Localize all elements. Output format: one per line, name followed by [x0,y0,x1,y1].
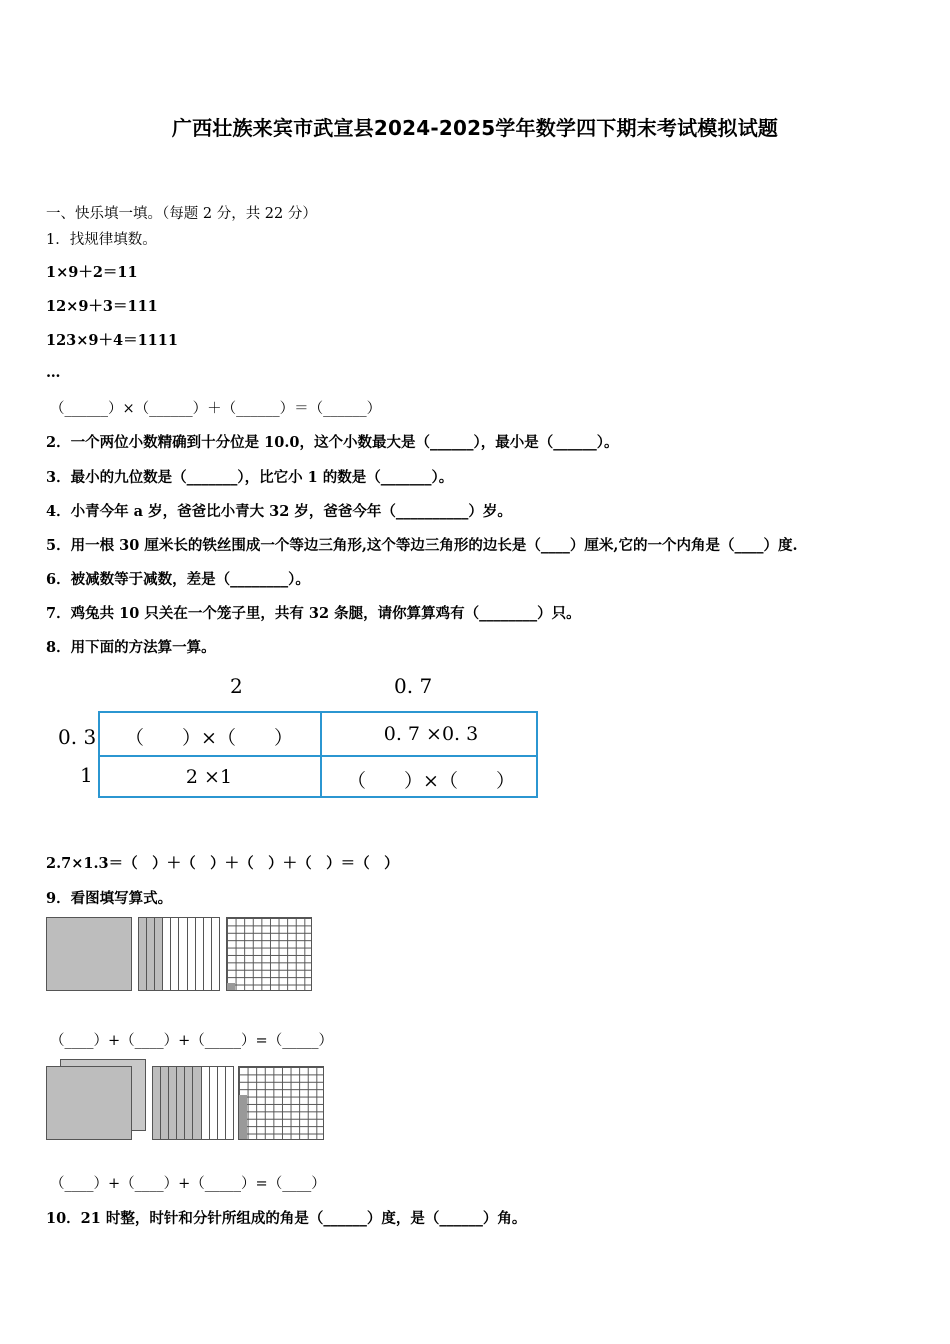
multiplication-grid-figure [50,672,550,807]
grid-cell-r2c1: 2 ×1 [185,766,233,788]
hundredths-shaded-cell [227,983,235,990]
hundred-square-front [46,1066,132,1140]
hundredths-shaded-column [239,1095,247,1139]
multiplication-grid [98,711,538,798]
grid-column-label-1: 2 [230,674,243,698]
page-title: 广西壮族来宾市武宣县2024-2025学年数学四下期末考试模拟试题 [171,116,779,140]
question-5: 5．用一根 30 厘米长的铁丝围成一个等边三角形,这个等边三角形的边长是（____）厘米,它的一个内角是（____）度. [46,537,798,554]
grid-cell-r1c1[interactable]: （ ）×（ ） [125,727,293,749]
tenths-strips-2 [152,1066,234,1140]
hundred-square-full [46,917,132,991]
q8-stem: 8．用下面的方法算一算。 [46,639,216,656]
grid-column-label-2: 0. 7 [394,674,433,698]
q9-answer-blank-1[interactable]: （____）+（____）+（_____）=（_____） [50,1033,333,1049]
question-10: 10．21 时整，时针和分针所组成的角是（______）度，是（______）角。 [46,1210,527,1227]
question-2: 2．一个两位小数精确到十分位是 10.0，这个小数最大是（______），最小是（______）。 [46,434,619,451]
question-3: 3．最小的九位数是（_______），比它小 1 的数是（_______）。 [46,469,454,486]
grid-cell-r2c2[interactable]: （ ）×（ ） [347,770,515,792]
grid-horizontal-divider [100,755,536,757]
q1-ellipsis: … [46,364,61,381]
grid-row-label-1: 0. 3 [58,725,97,749]
grid-row-label-2: 1 [80,763,93,787]
q1-equation-1: 1×9＋2＝11 [46,264,138,281]
hundredths-grid-2 [238,1066,324,1140]
q8-answer[interactable]: 2.7×1.3＝（ ）＋（ ）＋（ ）＋（ ）＝（ ） [46,855,399,872]
q1-stem: 1．找规律填数。 [46,232,157,248]
question-4: 4．小青今年 a 岁，爸爸比小青大 32 岁，爸爸今年（__________）岁。 [46,503,512,520]
q9-stem: 9．看图填写算式。 [46,890,173,907]
question-7: 7．鸡兔共 10 只关在一个笼子里，共有 32 条腿，请你算算鸡有（________）只。 [46,605,581,622]
q9-answer-blank-2[interactable]: （____）+（____）+（_____）=（____） [50,1176,326,1192]
grid-cell-r1c2: 0. 7 ×0. 3 [383,723,479,745]
q1-equation-2: 12×9＋3＝111 [46,298,158,315]
hundredths-grid [226,917,312,991]
section-heading: 一、快乐填一填。（每题 2 分，共 22 分） [46,206,317,222]
q1-answer-blank[interactable]: （______）×（______）＋（______）＝（______） [50,401,382,417]
question-6: 6．被减数等于减数，差是（________）。 [46,571,310,588]
q1-equation-3: 123×9＋4＝1111 [46,332,178,349]
tenths-strips [138,917,220,991]
